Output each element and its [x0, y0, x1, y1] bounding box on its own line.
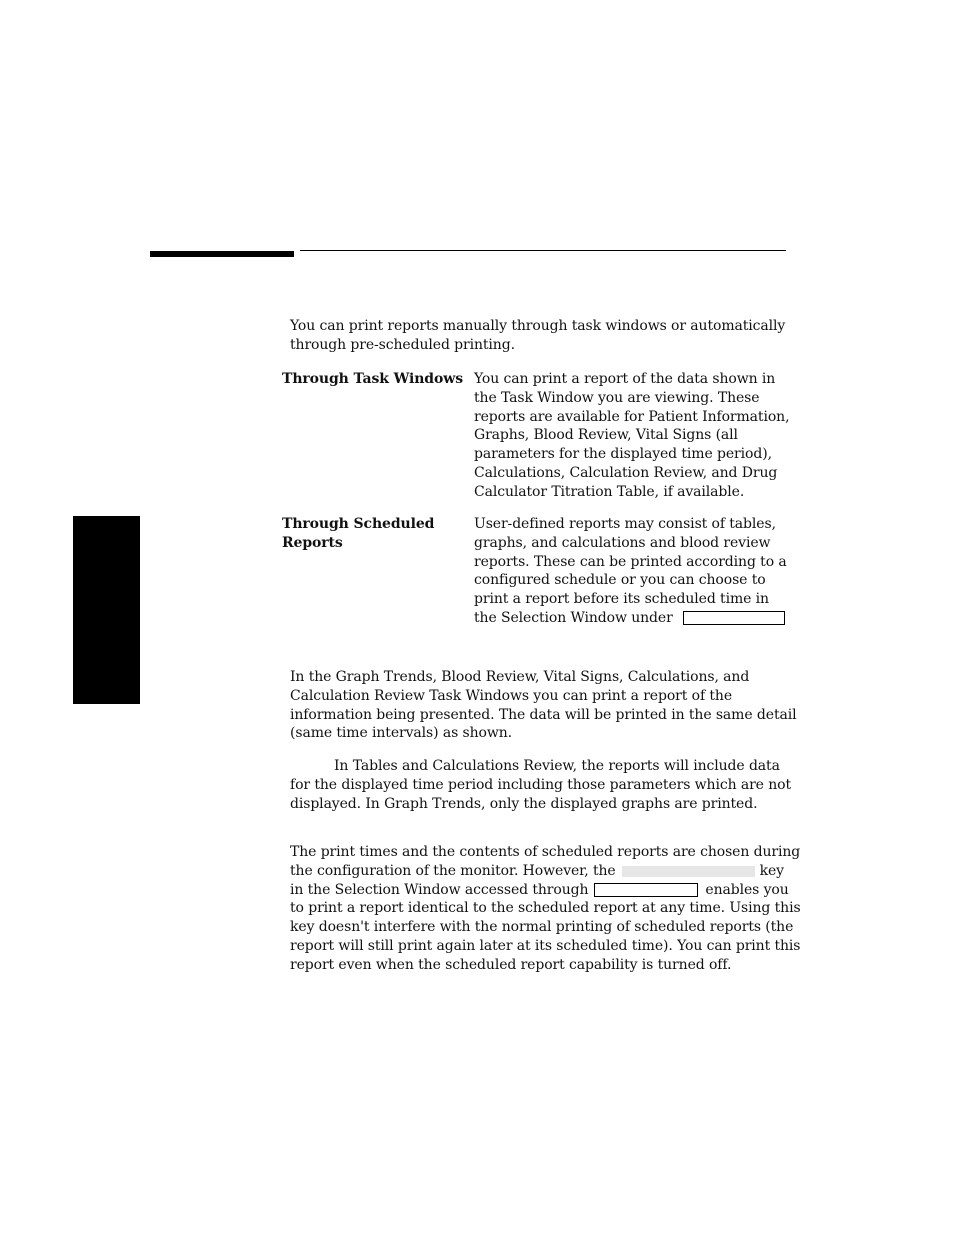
intro-line: You can print reports manually through task windows or automatically — [290, 318, 786, 334]
definition-line: You can print a report of the data shown in — [474, 371, 776, 387]
term-through-scheduled-reports — [282, 515, 434, 553]
section-rule-thick — [150, 251, 294, 257]
definition-line: print a report before its scheduled time in — [474, 591, 769, 608]
paragraph-text: the configuration of the monitor. However, the — [290, 862, 616, 879]
paragraph-line: In Tables and Calculations Review, the reports will include data — [334, 758, 780, 774]
intro-line: through pre-scheduled printing. — [290, 336, 515, 353]
selection-window-key-box — [594, 883, 698, 897]
paragraph-line — [290, 862, 801, 881]
term-line: Through Task Windows — [282, 371, 463, 387]
paragraph-line: information being presented. The data will be printed in the same detail — [290, 706, 797, 723]
term-through-task-windows — [282, 370, 463, 389]
intro-paragraph — [290, 317, 785, 355]
term-line: Through Scheduled — [282, 516, 435, 532]
definition-line: graphs, and calculations and blood review — [474, 534, 771, 551]
paragraph-line: for the displayed time period including those parameters which are not — [290, 776, 791, 793]
definition-line: User-defined reports may consist of tables, — [474, 516, 776, 532]
paragraph-line — [290, 881, 801, 900]
paragraph-line: In the Graph Trends, Blood Review, Vital Signs, Calculations, and — [290, 669, 750, 685]
section-rule-thin — [300, 250, 786, 251]
selection-window-key-box — [683, 611, 785, 625]
paragraph-line: report even when the scheduled report capability is turned off. — [290, 956, 732, 973]
note-paragraph — [290, 757, 791, 813]
definition-line: reports. These can be printed according to a — [474, 553, 787, 570]
task-windows-paragraph — [290, 668, 796, 743]
definition-line: the Task Window you are viewing. These — [474, 389, 760, 406]
definition-line: parameters for the displayed time period), — [474, 446, 772, 463]
paragraph-line: to print a report identical to the scheduled report at any time. Using this — [290, 900, 801, 917]
definition-line-text: the Selection Window under — [474, 609, 673, 626]
definition-line: Graphs, Blood Review, Vital Signs (all — [474, 427, 738, 444]
print-report-key-placeholder — [622, 866, 755, 877]
paragraph-line: report will still print again later at its scheduled time). You can print this — [290, 937, 801, 954]
paragraph-line: The print times and the contents of scheduled reports are chosen during — [290, 844, 801, 860]
paragraph-text: enables you — [705, 881, 789, 898]
scheduled-paragraph — [290, 843, 801, 975]
definition-line: configured schedule or you can choose to — [474, 572, 766, 589]
definition-task-windows — [474, 370, 789, 502]
definition-line — [474, 609, 787, 628]
paragraph-line: (same time intervals) as shown. — [290, 725, 513, 742]
paragraph-line: Calculation Review Task Windows you can print a report of the — [290, 687, 733, 704]
paragraph-text: key — [759, 862, 784, 879]
paragraph-line: displayed. In Graph Trends, only the displayed graphs are printed. — [290, 795, 758, 812]
definition-line: Calculator Titration Table, if available. — [474, 483, 745, 500]
term-line: Reports — [282, 534, 343, 551]
definition-line: Calculations, Calculation Review, and Drug — [474, 464, 778, 481]
paragraph-line: key doesn't interfere with the normal printing of scheduled reports (the — [290, 919, 794, 936]
paragraph-text: in the Selection Window accessed through — [290, 881, 589, 898]
chapter-side-tab — [73, 516, 140, 704]
definition-line: reports are available for Patient Information, — [474, 408, 790, 425]
definition-scheduled-reports — [474, 515, 787, 628]
